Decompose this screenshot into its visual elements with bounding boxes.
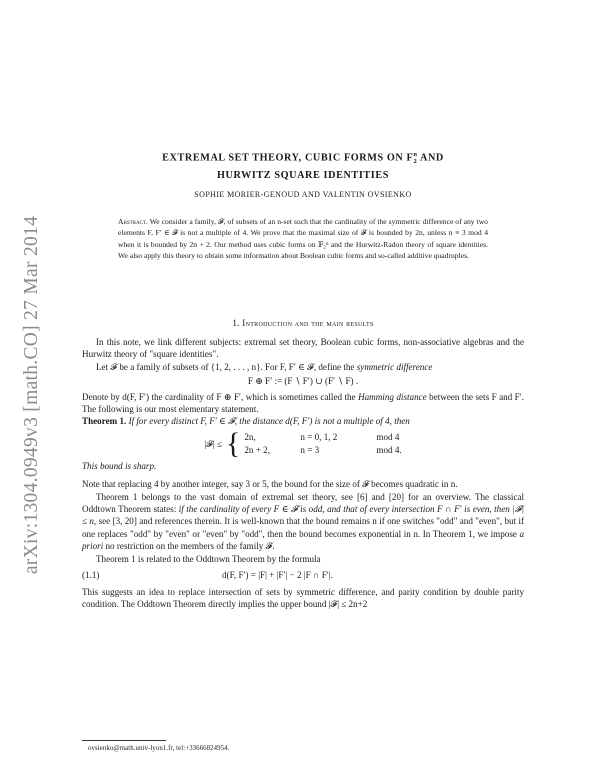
paragraph-definition: Let 𝓕 be a family of subsets of {1, 2, . . . , n}. For F, F′ ∈ 𝓕, define the symmetric difference xyxy=(96,361,433,372)
title-line-1: EXTREMAL SET THEORY, CUBIC FORMS ON $F^n_2$ AND xyxy=(162,151,444,166)
abstract-label: Abstract. xyxy=(118,217,148,226)
abstract-text: We consider a family, 𝓕, of subsets of an n-set such that the cardinality of the symmetric difference of any two elements F, F′ ∈ 𝓕 is not a multiple of 4. We prove that the maximal size of 𝓕 is bounded by 2n, unless n ≡ 3 mod 4 when it is bounded by 2n + 2. Our method uses cubic forms on 𝔽₂ⁿ and the Hurwitz-Radon theory of square identities. We also apply this theory to obtain some information about Boolean cubic forms and so-called additive quadruples. xyxy=(118,217,488,260)
main-text xyxy=(82,336,524,610)
equation-symmetric-difference: F ⊕ F′ := (F ∖ F′) ∪ (F′ ∖ F) . xyxy=(247,376,359,387)
arxiv-stamp xyxy=(4,175,60,615)
footnote: ovsienko@math.univ-lyon1.fr, tel:+33666824954. xyxy=(88,745,230,752)
title-line-2: HURWITZ SQUARE IDENTITIES xyxy=(216,170,390,182)
title-superscript: n xyxy=(413,151,418,158)
paragraph-quadratic: Note that replacing 4 by another integer, say 3 or 5, the bound for the size of 𝓕 becomes quadratic in n. xyxy=(82,479,458,490)
paper-title xyxy=(82,148,524,183)
equation-1-1 xyxy=(82,569,524,581)
equation-formula: d(F, F′) = |F| + |F′| − 2 |F ∩ F′|. xyxy=(222,570,333,581)
case-row: 2n + 2, n = 3 mod 4. xyxy=(244,444,402,455)
title-subscript: 2 xyxy=(413,158,418,166)
paragraph-oddtown: Theorem 1 belongs to the vast domain of extremal set theory, see [6] and [20] for an overview. The classical Oddtown Theorem states: if the cardinality of every F ∈ 𝓕 is odd, and that of every intersection F ∩ F′ is even, then |𝓕| ≤ n, see [3, 20] and references therein. It is well-known that the bound remains n if one switches "odd" and "even", but if one replaces "odd" by "even" or "even" by "odd", then the bound becomes exponential in n. In Theorem 1, we impose a priori no restriction on the members of the family 𝓕. xyxy=(82,491,525,552)
theorem-1 xyxy=(82,415,524,427)
theorem-bound-cases xyxy=(82,426,524,460)
paragraph-sharp: This bound is sharp. xyxy=(82,460,157,471)
cases-lhs: |𝓕| ≤ xyxy=(204,438,222,449)
equation-number: (1.1) xyxy=(82,570,100,581)
paragraph-formula-intro: Theorem 1 is related to the Oddtown Theorem by the formula xyxy=(96,553,321,564)
footnote-rule xyxy=(82,740,166,741)
abstract xyxy=(118,216,488,261)
section-heading: 1. Introduction and the main results xyxy=(232,318,374,328)
paragraph-intro: In this note, we link different subjects: extremal set theory, Boolean cubic forms, non-associative algebras and the Hurwitz theory of "square identities". xyxy=(82,337,524,360)
case-row: 2n, n = 0, 1, 2 mod 4 xyxy=(244,432,400,443)
theorem-statement: If for every distinct F, F′ ∈ 𝓕, the distance d(F, F′) is not a multiple of 4, then xyxy=(128,416,410,427)
paragraph-hamming: Denote by d(F, F′) the cardinality of F ⊕ F′, which is sometimes called the Hamming distance between the sets F and F′. The following is our most elementary statement. xyxy=(82,391,525,415)
arxiv-stamp-text: arXiv:1304.0949v3 [math.CO] 27 Mar 2014 xyxy=(21,215,43,575)
authors: SOPHIE MORIER-GENOUD AND VALENTIN OVSIENKO xyxy=(194,190,412,199)
left-brace-icon: { xyxy=(225,426,241,460)
paragraph-parity: This suggests an idea to replace intersection of sets by symmetric difference, and parity condition by double parity condition. The Oddtown Theorem directly implies the upper bound |𝓕| ≤ 2n+2 xyxy=(82,586,524,609)
theorem-label: Theorem 1. xyxy=(82,416,127,427)
